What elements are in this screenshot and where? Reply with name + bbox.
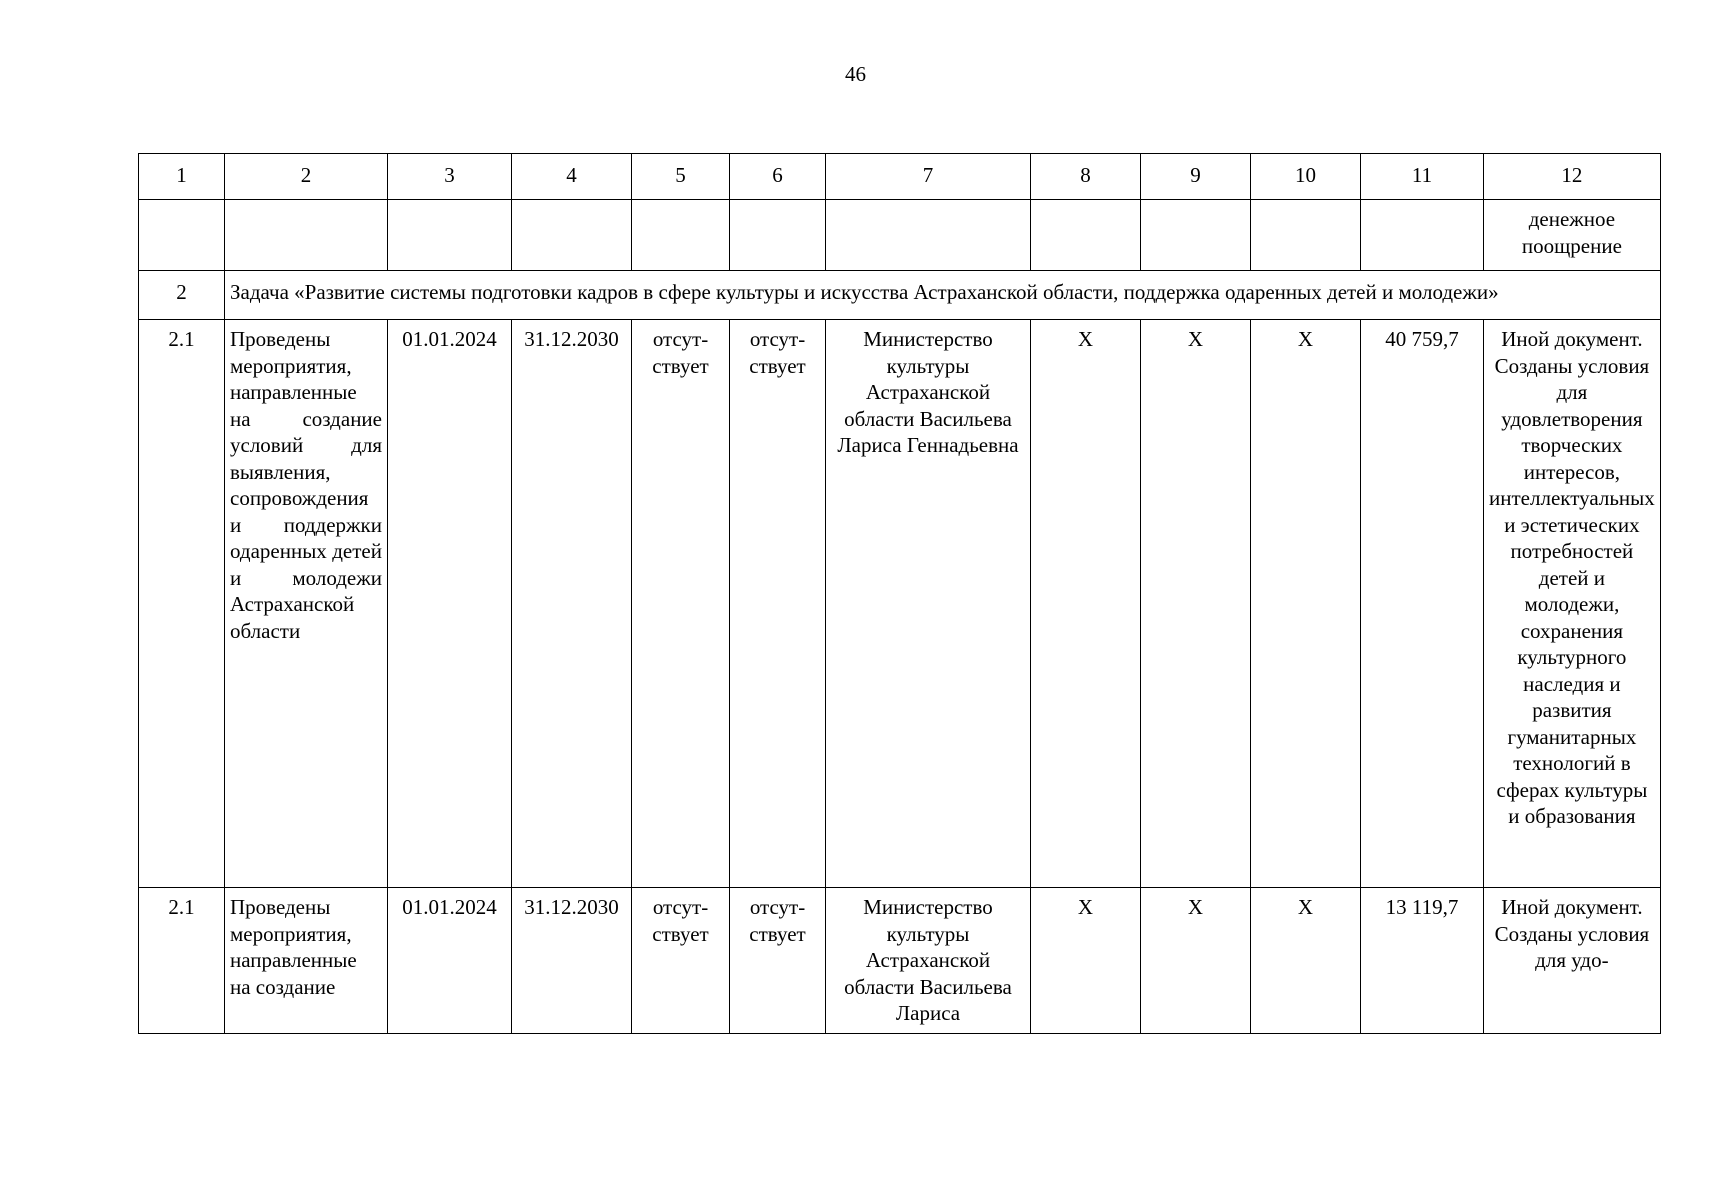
activity-number: 2.1: [139, 888, 225, 1034]
continued-row: [139, 200, 1661, 271]
task-title: Задача «Развитие системы подготовки кадров в сфере культуры и искусства Астраханской области, поддержка одаренных детей и молодежи»: [225, 271, 1661, 320]
activity-col9: X: [1141, 320, 1251, 888]
activity-description: Проведены мероприятия, направленные на создание условий для выявления, сопровождения и поддержки одаренных детей и молодежи Астраханской области: [225, 320, 388, 888]
header-cell: 10: [1251, 154, 1361, 200]
activity-row: [139, 888, 1661, 1034]
activity-description: Проведены мероприятия, направленные на создание: [225, 888, 388, 1034]
page-number: 46: [845, 62, 866, 86]
empty-cell: [632, 200, 730, 271]
activity-col5: отсут-ствует: [632, 888, 730, 1034]
activity-result: Иной документ. Созданы условия для удовлетворения творческих интересов, интеллектуальных и эстетических потребностей детей и молодежи, сохранения культурного наследия и развития гуманитарных технологий в сферах культуры и образования: [1484, 320, 1661, 888]
activity-result: Иной документ. Созданы условия для удо-: [1484, 888, 1661, 1034]
empty-cell: [512, 200, 632, 271]
activity-row: [139, 320, 1661, 888]
empty-cell: [225, 200, 388, 271]
header-cell: 4: [512, 154, 632, 200]
header-cell: 11: [1361, 154, 1484, 200]
activity-amount: 13 119,7: [1361, 888, 1484, 1034]
header-cell: 6: [730, 154, 826, 200]
activity-responsible: Министерство культуры Астраханской области Васильева Лариса: [826, 888, 1031, 1034]
activity-end-date: 31.12.2030: [512, 320, 632, 888]
empty-cell: [1251, 200, 1361, 271]
plan-table: [138, 153, 1661, 1034]
task-row: [139, 271, 1661, 320]
header-cell: 9: [1141, 154, 1251, 200]
empty-cell: [139, 200, 225, 271]
activity-number: 2.1: [139, 320, 225, 888]
activity-end-date: 31.12.2030: [512, 888, 632, 1034]
activity-col10: X: [1251, 320, 1361, 888]
continued-result-cell: денежное поощрение: [1484, 200, 1661, 271]
empty-cell: [1031, 200, 1141, 271]
activity-start-date: 01.01.2024: [388, 320, 512, 888]
activity-amount: 40 759,7: [1361, 320, 1484, 888]
activity-responsible: Министерство культуры Астраханской области Васильева Лариса Геннадьевна: [826, 320, 1031, 888]
empty-cell: [1141, 200, 1251, 271]
empty-cell: [388, 200, 512, 271]
activity-col5: отсут-ствует: [632, 320, 730, 888]
header-cell: 12: [1484, 154, 1661, 200]
activity-col8: X: [1031, 320, 1141, 888]
activity-col8: X: [1031, 888, 1141, 1034]
header-row: [139, 154, 1661, 200]
header-cell: 7: [826, 154, 1031, 200]
task-number: 2: [139, 271, 225, 320]
activity-col6: отсут-ствует: [730, 888, 826, 1034]
header-cell: 3: [388, 154, 512, 200]
activity-col9: X: [1141, 888, 1251, 1034]
activity-col6: отсут-ствует: [730, 320, 826, 888]
header-cell: 8: [1031, 154, 1141, 200]
header-cell: 2: [225, 154, 388, 200]
header-cell: 1: [139, 154, 225, 200]
activity-col10: X: [1251, 888, 1361, 1034]
empty-cell: [730, 200, 826, 271]
empty-cell: [826, 200, 1031, 271]
empty-cell: [1361, 200, 1484, 271]
activity-start-date: 01.01.2024: [388, 888, 512, 1034]
header-cell: 5: [632, 154, 730, 200]
